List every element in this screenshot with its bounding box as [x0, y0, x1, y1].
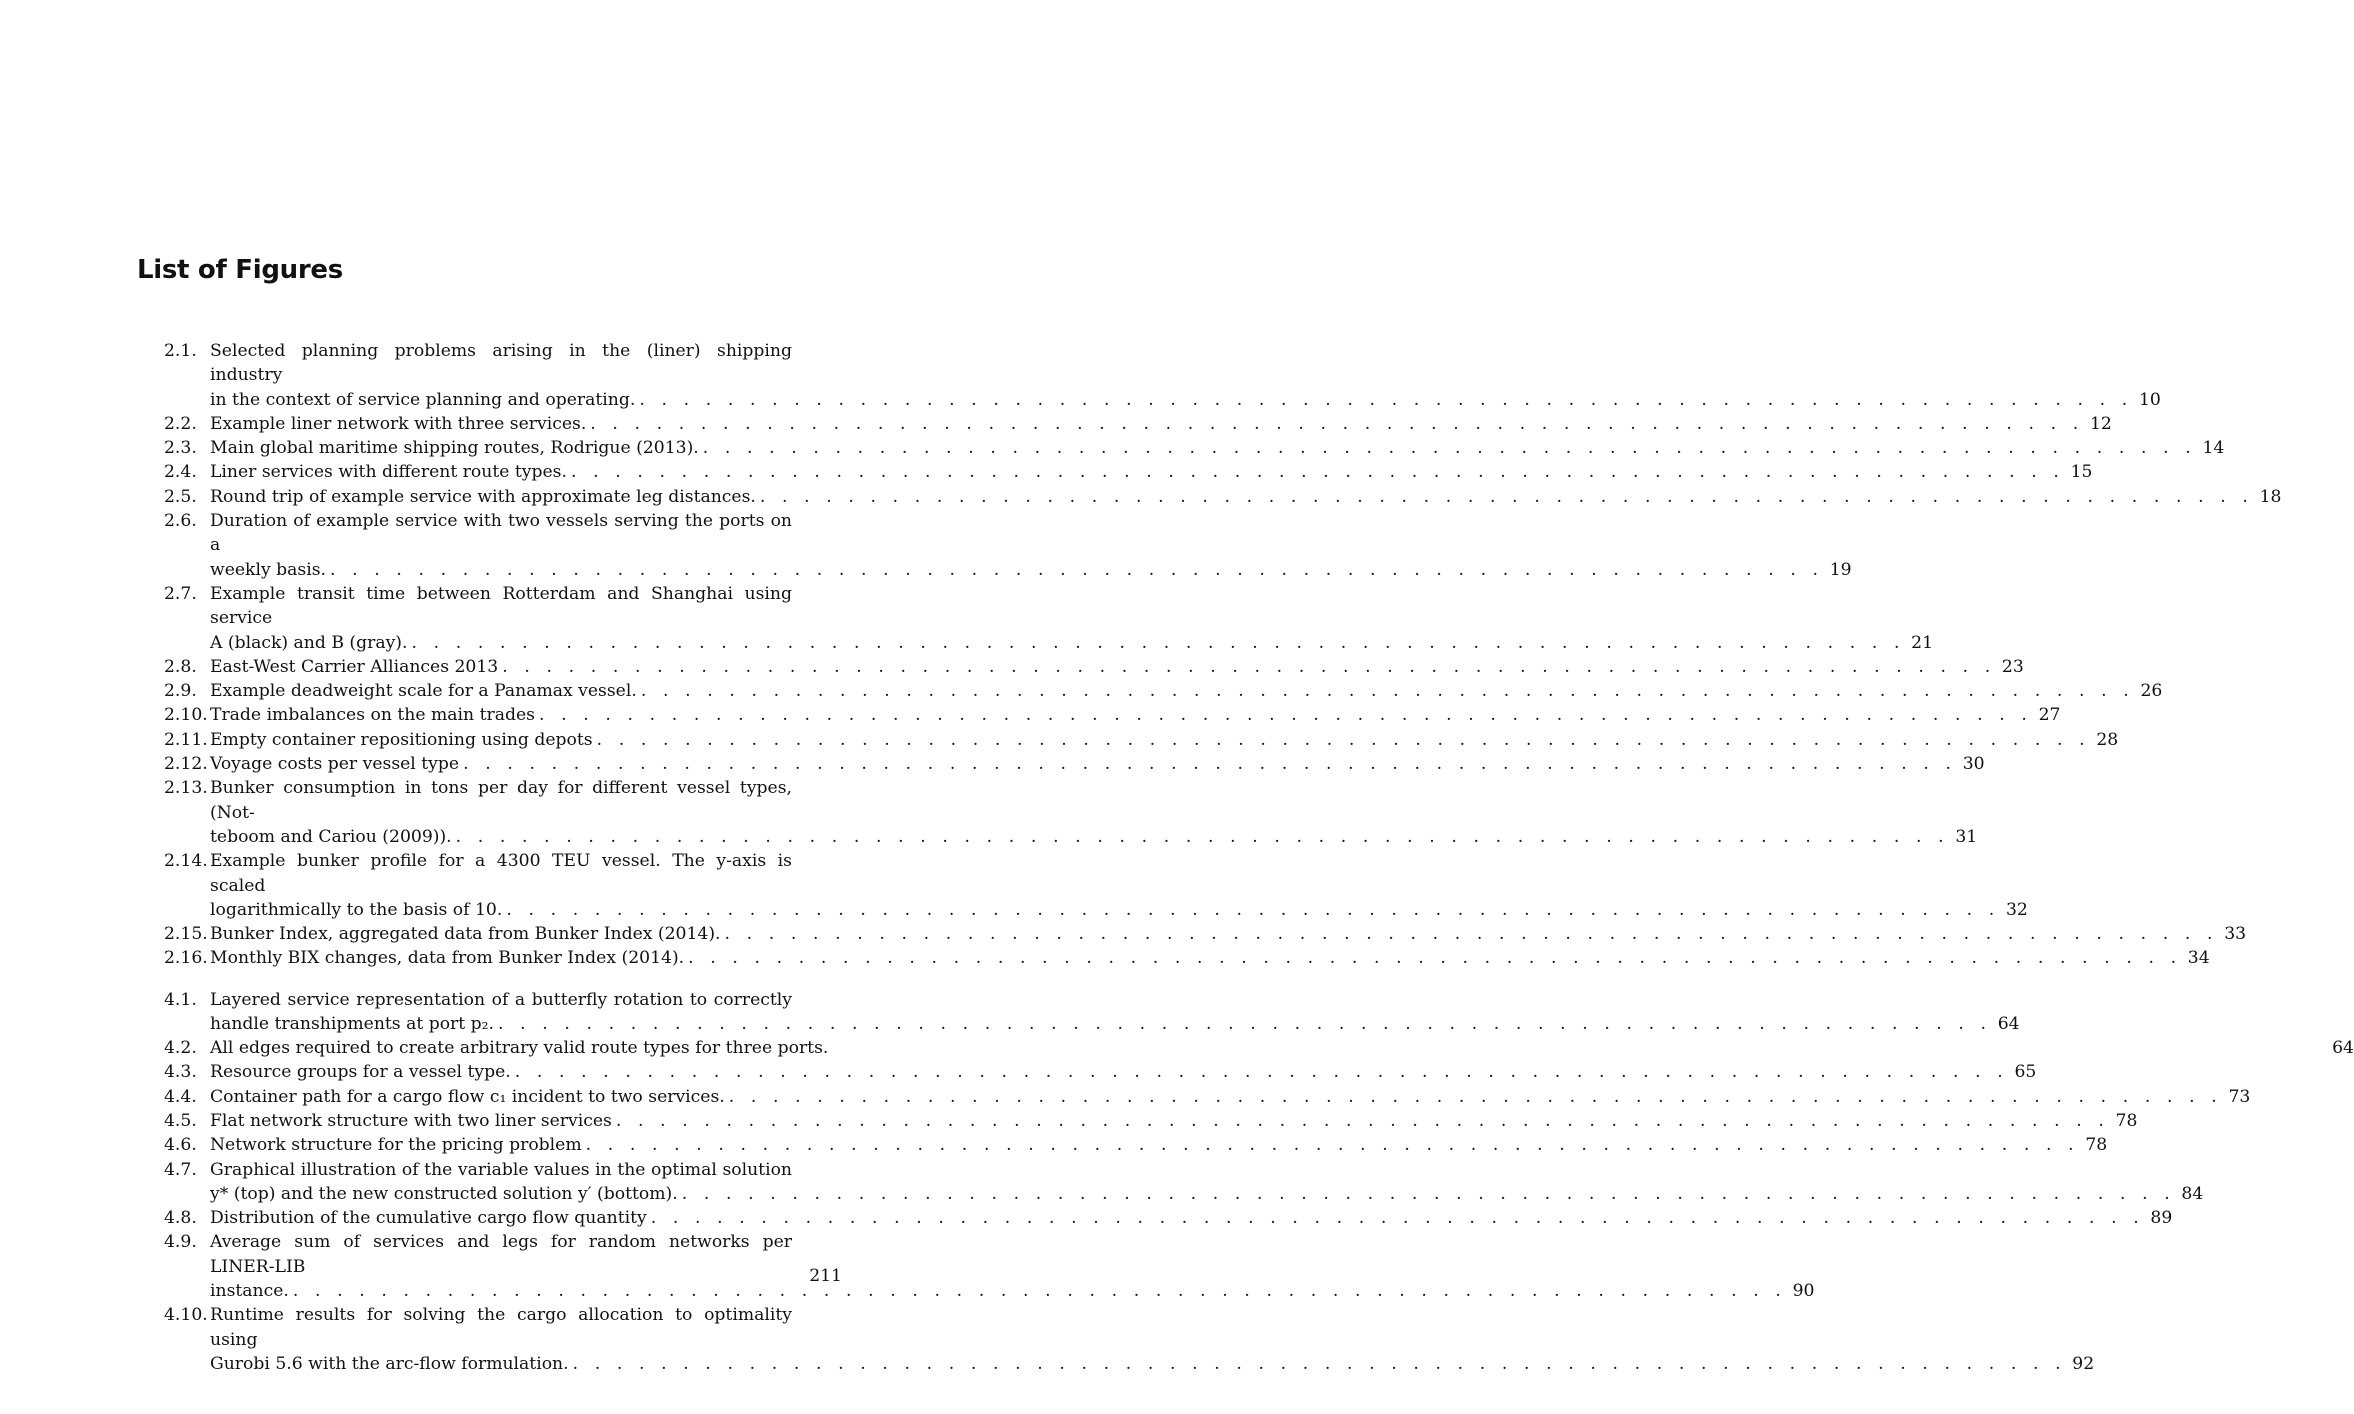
figure-number: 4.2. — [164, 1038, 197, 1059]
figure-number: 4.4. — [164, 1086, 197, 1107]
dot-leader — [639, 388, 2133, 412]
figure-entry[interactable] — [164, 922, 2247, 946]
figure-entry[interactable] — [164, 849, 2028, 922]
figure-number: 2.10. — [164, 705, 208, 726]
figure-caption-line — [210, 703, 2061, 727]
figure-caption-text: instance. — [210, 1281, 289, 1302]
figure-entry[interactable] — [164, 1085, 2251, 1109]
figure-caption-text: Liner services with different route types. — [210, 462, 567, 483]
figure-entry[interactable] — [164, 1303, 2095, 1376]
figure-caption-text: Round trip of example service with approximate leg distances. — [210, 486, 756, 507]
figure-page-number: 73 — [2228, 1086, 2251, 1107]
figure-page-number: 19 — [1829, 559, 1852, 580]
figure-caption-text: Empty container repositioning using depots — [210, 729, 593, 750]
figure-caption-line — [210, 485, 2282, 509]
figure-caption-text: Main global maritime shipping routes, Rodrigue (2013). — [210, 438, 699, 459]
dot-leader — [703, 436, 2197, 460]
figure-entry[interactable] — [164, 509, 1852, 582]
figure-page-number: 28 — [2096, 729, 2119, 750]
dot-leader — [539, 703, 2033, 727]
figure-entry[interactable] — [164, 655, 2024, 679]
figure-caption-text: Example deadweight scale for a Panamax vessel. — [210, 681, 637, 702]
figure-caption-text: Monthly BIX changes, data from Bunker Index (2014). — [210, 948, 685, 969]
figure-number: 4.7. — [164, 1159, 197, 1180]
figure-page-number: 30 — [1962, 754, 1985, 775]
figure-caption-line — [210, 1085, 2251, 1109]
figure-caption-line — [210, 1182, 2204, 1206]
figure-entry[interactable] — [164, 582, 1934, 655]
figure-page-number: 15 — [2070, 462, 2093, 483]
figure-caption-text: handle transhipments at port p₂. — [210, 1013, 494, 1034]
figure-caption-text: in the context of service planning and operating. — [210, 389, 636, 410]
figure-page-number: 10 — [2139, 389, 2161, 410]
figure-caption-line — [210, 922, 2247, 946]
figure-page-number: 33 — [2224, 924, 2247, 945]
figure-caption-line — [210, 1206, 2173, 1230]
figure-caption-line — [210, 1036, 2354, 1060]
figure-number: 2.6. — [164, 511, 197, 532]
figure-caption-text: Example transit time between Rotterdam and Shanghai using service — [210, 583, 792, 629]
figure-page-number: 78 — [2115, 1111, 2138, 1131]
page-number: 211 — [809, 1266, 842, 1286]
figure-caption-line — [210, 1012, 2020, 1036]
figure-number: 4.3. — [164, 1062, 197, 1083]
figure-page-number: 64 — [1997, 1013, 2020, 1034]
figure-page-number: 90 — [1792, 1281, 1815, 1302]
dot-leader — [729, 1085, 2223, 1109]
figure-caption-line — [210, 631, 1934, 655]
dot-leader — [506, 898, 2000, 922]
figure-page-number: 12 — [2089, 413, 2112, 434]
figure-caption-line — [210, 898, 2028, 922]
dot-leader — [760, 485, 2254, 509]
figure-page-number: 26 — [2140, 681, 2163, 702]
figure-page-number: 32 — [2006, 899, 2028, 920]
figure-caption-text: Bunker consumption in tons per day for different vessel types, (Not- — [210, 778, 792, 823]
figure-caption-text: Network structure for the pricing problem — [210, 1135, 582, 1156]
figure-caption-text: Resource groups for a vessel type. — [210, 1062, 511, 1083]
figure-caption-text: Duration of example service with two vessels serving the ports on a — [210, 511, 792, 556]
figure-entry[interactable] — [164, 485, 2282, 509]
figure-number: 2.7. — [164, 583, 197, 604]
figure-caption-text: Runtime results for solving the cargo allocation to optimality using — [210, 1305, 792, 1350]
figure-caption-text: All edges required to create arbitrary valid route types for three ports. — [210, 1038, 829, 1059]
figure-caption-text: A (black) and B (gray). — [210, 632, 408, 653]
dot-leader — [651, 1206, 2145, 1230]
figure-page-number: 14 — [2202, 438, 2225, 459]
figure-caption-line — [210, 1133, 2108, 1157]
figure-entry[interactable] — [164, 1206, 2173, 1230]
figure-caption-text: y* (top) and the new constructed solution y′ (bottom). — [210, 1183, 678, 1204]
figure-caption-text: Gurobi 5.6 with the arc-flow formulation. — [210, 1353, 569, 1374]
figure-caption-line — [210, 412, 2112, 436]
figure-caption-line — [210, 1060, 2037, 1084]
figure-caption-line — [210, 752, 1985, 776]
figure-caption-line — [210, 946, 2210, 970]
figure-caption-line — [210, 460, 2093, 484]
figure-number: 2.2. — [164, 413, 197, 434]
figure-entry[interactable] — [164, 1109, 2138, 1133]
figure-caption-text: Selected planning problems arising in the (liner) shipping industry — [210, 341, 792, 386]
figure-page-number: 23 — [2001, 656, 2024, 677]
figure-number: 2.8. — [164, 656, 197, 677]
figure-entry[interactable] — [164, 412, 2112, 436]
figure-number: 2.15. — [164, 924, 208, 945]
dot-leader — [515, 1060, 2009, 1084]
figure-caption-line — [210, 1279, 1815, 1303]
dot-leader — [725, 922, 2219, 946]
figure-caption-line — [210, 655, 2024, 679]
dot-leader — [456, 825, 1950, 849]
figure-entry[interactable] — [164, 460, 2093, 484]
figure-caption-text: Voyage costs per vessel type — [210, 754, 460, 775]
figure-entry[interactable] — [164, 728, 2119, 752]
figure-number: 2.3. — [164, 438, 197, 459]
figure-page-number: 18 — [2259, 486, 2282, 507]
dot-leader — [616, 1109, 2110, 1133]
figure-entry[interactable] — [164, 1060, 2037, 1084]
figure-entry[interactable] — [164, 776, 1978, 849]
figure-number: 4.5. — [164, 1111, 197, 1131]
dot-leader — [586, 1133, 2080, 1157]
figure-entry[interactable] — [164, 436, 2225, 460]
figure-caption-line — [210, 679, 2163, 703]
figure-number: 2.4. — [164, 462, 197, 483]
figure-caption-text: East-West Carrier Alliances 2013 — [210, 656, 499, 677]
figure-caption-line — [210, 388, 2161, 412]
dot-leader — [330, 558, 1824, 582]
dot-leader — [597, 728, 2091, 752]
dot-leader — [688, 946, 2182, 970]
figure-number: 4.6. — [164, 1135, 197, 1156]
figure-caption-line — [210, 1109, 2138, 1133]
list-of-figures — [164, 339, 2354, 1376]
figure-group — [164, 988, 2354, 1377]
figure-number: 2.12. — [164, 754, 208, 775]
dot-leader — [502, 655, 1996, 679]
figure-caption-text: Flat network structure with two liner services — [210, 1111, 612, 1131]
figure-caption-text: weekly basis. — [210, 559, 326, 580]
figure-entry[interactable] — [164, 988, 2020, 1037]
dot-leader — [571, 460, 2065, 484]
figure-caption-text: Average sum of services and legs for random networks per LINER-LIB — [210, 1232, 792, 1277]
figure-caption-text: Trade imbalances on the main trades — [210, 705, 535, 726]
figure-caption-text: teboom and Cariou (2009)). — [210, 826, 452, 847]
figure-entry[interactable] — [164, 1230, 1815, 1303]
figure-entry[interactable] — [164, 1133, 2108, 1157]
figure-number: 4.1. — [164, 989, 197, 1010]
figure-entry[interactable] — [164, 1036, 2354, 1060]
figure-caption-text: logarithmically to the basis of 10. — [210, 899, 503, 920]
figure-page-number: 65 — [2014, 1062, 2037, 1083]
figure-caption-text: Layered service representation of a butterfly rotation to correctly — [210, 989, 792, 1010]
figure-caption-text: Example liner network with three services. — [210, 413, 587, 434]
figure-page-number: 27 — [2038, 705, 2061, 726]
figure-caption-text: Graphical illustration of the variable values in the optimal solution — [210, 1159, 792, 1180]
figure-number: 2.1. — [164, 341, 197, 361]
dot-leader — [573, 1352, 2067, 1376]
figure-entry[interactable] — [164, 679, 2163, 703]
figure-caption-text: Example bunker profile for a 4300 TEU vessel. The y-axis is scaled — [210, 851, 792, 896]
figure-entry[interactable] — [164, 1158, 2204, 1207]
figure-group — [164, 339, 2282, 971]
dot-leader — [293, 1279, 1787, 1303]
figure-number: 2.13. — [164, 778, 208, 799]
figure-entry[interactable] — [164, 946, 2210, 970]
page-title: List of Figures — [137, 255, 343, 285]
dot-leader — [411, 631, 1905, 655]
figure-number: 2.11. — [164, 729, 208, 750]
dot-leader — [641, 679, 2135, 703]
dot-leader — [682, 1182, 2176, 1206]
figure-entry[interactable] — [164, 752, 1985, 776]
figure-page-number: 31 — [1955, 826, 1978, 847]
figure-number: 2.9. — [164, 681, 197, 702]
figure-caption-line — [210, 436, 2225, 460]
figure-entry[interactable] — [164, 703, 2061, 727]
figure-caption-line — [210, 728, 2119, 752]
figure-number: 2.16. — [164, 948, 208, 969]
figure-page-number: 21 — [1911, 632, 1934, 653]
figure-page-number: 89 — [2150, 1208, 2173, 1229]
figure-number: 4.8. — [164, 1208, 197, 1229]
figure-caption-text: Distribution of the cumulative cargo flow quantity — [210, 1208, 647, 1229]
figure-caption-line — [210, 558, 1852, 582]
figure-entry[interactable] — [164, 339, 2161, 412]
figure-number: 4.10. — [164, 1305, 208, 1326]
figure-number: 4.9. — [164, 1232, 197, 1253]
figure-caption-text: Container path for a cargo flow c₁ incident to two services. — [210, 1086, 725, 1107]
figure-page-number: 92 — [2072, 1353, 2095, 1374]
dot-leader — [463, 752, 1957, 776]
figure-page-number: 84 — [2181, 1183, 2204, 1204]
figure-page-number: 78 — [2085, 1135, 2108, 1156]
dot-leader — [590, 412, 2084, 436]
figure-caption-text: Bunker Index, aggregated data from Bunker Index (2014). — [210, 924, 721, 945]
figure-page-number: 34 — [2187, 948, 2210, 969]
figure-page-number: 64 — [2332, 1038, 2354, 1059]
figure-number: 2.14. — [164, 851, 208, 872]
dot-leader — [498, 1012, 1992, 1036]
figure-number: 2.5. — [164, 486, 197, 507]
figure-caption-line — [210, 825, 1978, 849]
figure-caption-line — [210, 1352, 2095, 1376]
